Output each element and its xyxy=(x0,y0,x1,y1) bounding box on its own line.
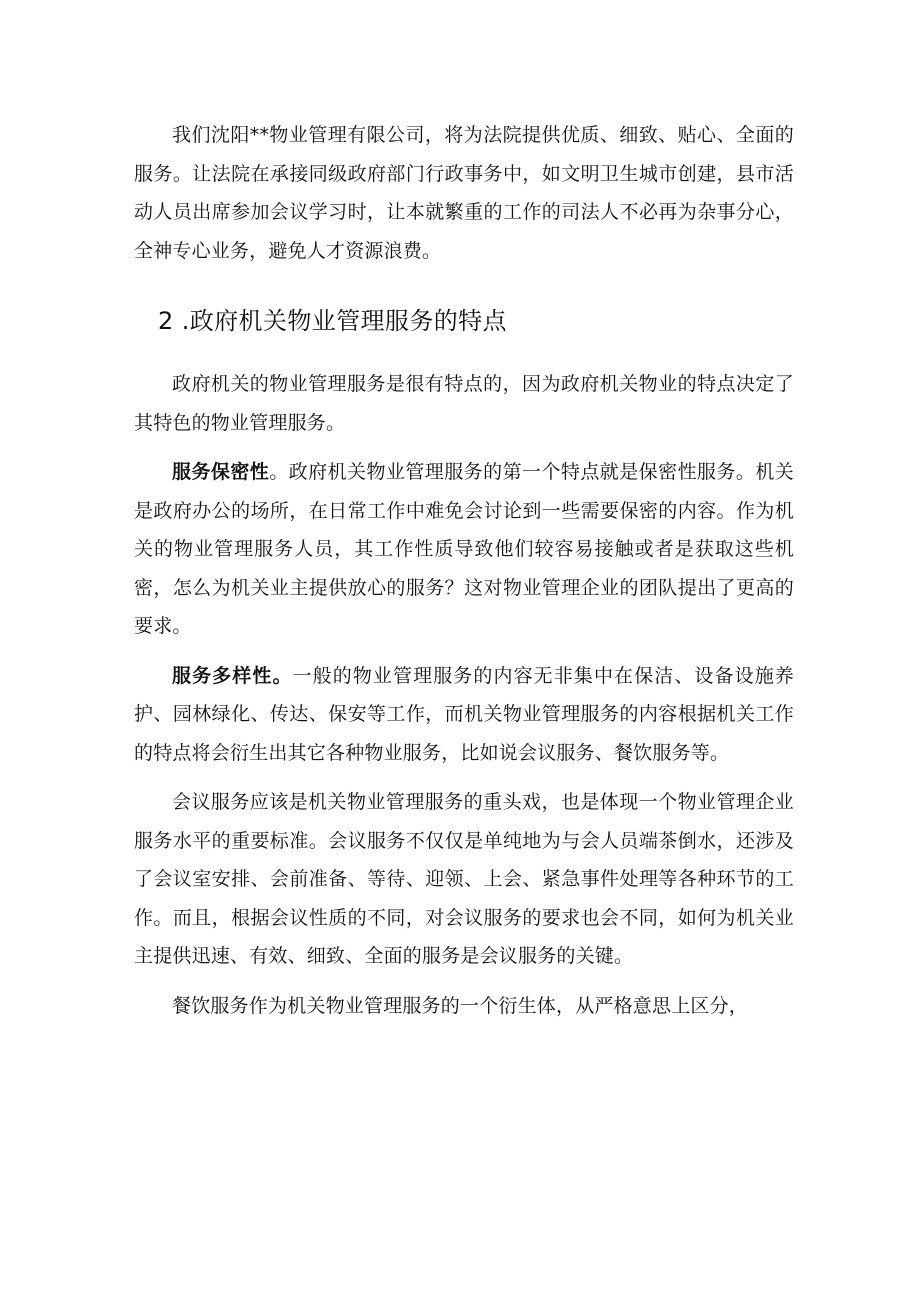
paragraph-catering-text: 餐饮服务作为机关物业管理服务的一个衍生体，从严格意思上区分， xyxy=(172,994,749,1017)
paragraph-overview xyxy=(134,365,794,442)
confidentiality-lead: 服务保密性 xyxy=(172,461,270,483)
confidentiality-text: 。政府机关物业管理服务的第一个特点就是保密性服务。机关是政府办公的场所，在日常工作中难免会讨论到一些需要保密的内容。作为机关的物业管理服务人员，其工作性质导致他们较容易接触或者是获取这些机密，怎么为机关业主提供放心的服务？这对物业管理企业的团队提出了更高的要求。 xyxy=(134,461,794,637)
paragraph-intro xyxy=(134,116,794,270)
paragraph-confidentiality xyxy=(134,453,794,646)
section-heading: 2 .政府机关物业管理服务的特点 xyxy=(158,307,507,335)
document-body xyxy=(134,116,794,1025)
paragraph-overview-text: 政府机关的物业管理服务是很有特点的，因为政府机关物业的特点决定了其特色的物业管理服务。 xyxy=(134,373,794,434)
paragraph-intro-text: 我们沈阳**物业管理有限公司，将为法院提供优质、细致、贴心、全面的服务。让法院在承接同级政府部门行政事务中，如文明卫生城市创建，县市活动人员出席参加会议学习时，让本就繁重的工作的司法人不必再为杂事分心，全神专心业务，避免人才资源浪费。 xyxy=(134,124,794,262)
diversity-text: 一般的物业管理服务的内容无非集中在保洁、设备设施养护、园林绿化、传达、保安等工作，而机关物业管理服务的内容根据机关工作的特点将会衍生出其它各种物业服务，比如说会议服务、餐饮服务等。 xyxy=(134,664,794,764)
paragraph-catering xyxy=(134,987,794,1026)
paragraph-diversity xyxy=(134,657,794,773)
paragraph-meeting-text: 会议服务应该是机关物业管理服务的重头戏，也是体现一个物业管理企业服务水平的重要标准。会议服务不仅仅是单纯地为与会人员端茶倒水，还涉及了会议室安排、会前准备、等待、迎领、上会、紧急事件处理等各种环节的工作。而且，根据会议性质的不同，对会议服务的要求也会不同，如何为机关业主提供迅速、有效、细致、全面的服务是会议服务的关键。 xyxy=(134,791,794,967)
diversity-lead: 服务多样性。 xyxy=(172,664,293,687)
paragraph-meeting xyxy=(134,783,794,976)
